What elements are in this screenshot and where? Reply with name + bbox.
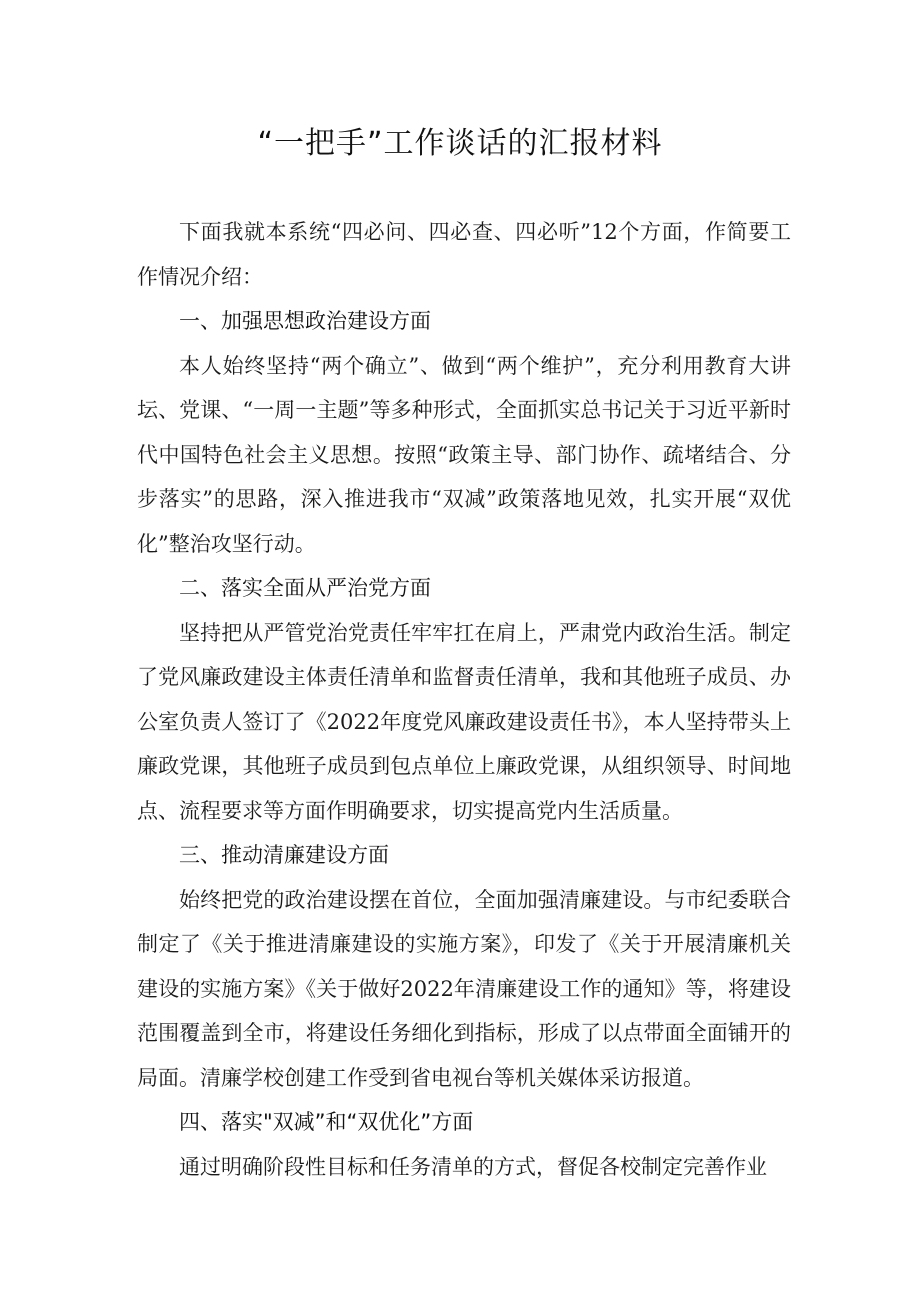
section-body-2: 坚持把从严管党治党责任牢牢扛在肩上，严肃党内政治生活。制定了党风廉政建设主体责任清单和监督责任清单，我和其他班子成员、办公室负责人签订了《2022年度党风廉政建设责任书》，本人坚持带头上廉政党课，其他班子成员到包点单位上廉政党课，从组织领导、时间地点、流程要求等方面作明确要求，切实提高党内生活质量。 [137, 620, 791, 823]
document-body [137, 210, 791, 1189]
section-heading-2: 二、落实全面从严治党方面 [179, 576, 431, 600]
section-body-1: 本人始终坚持“两个确立”、做到“两个维护”，充分利用教育大讲坛、党课、“一周一主题”等多种形式，全面抓实总书记关于习近平新时代中国特色社会主义思想。按照“政策主导、部门协作、疏堵结合、分步落实”的思路，深入推进我市“双减”政策落地见效，扎实开展“双优化”整治攻坚行动。 [137, 353, 791, 556]
section-heading-3: 三、推动清廉建设方面 [179, 843, 389, 867]
section-heading-1: 一、加强思想政治建设方面 [179, 309, 431, 333]
document-title: “一把手”工作谈话的汇报材料 [257, 126, 663, 161]
section-body-3: 始终把党的政治建设摆在首位，全面加强清廉建设。与市纪委联合制定了《关于推进清廉建设的实施方案》，印发了《关于开展清廉机关建设的实施方案》《关于做好2022年清廉建设工作的通知》等，将建设范围覆盖到全市，将建设任务细化到指标，形成了以点带面全面铺开的局面。清廉学校创建工作受到省电视台等机关媒体采访报道。 [137, 887, 791, 1090]
section-body-4: 通过明确阶段性目标和任务清单的方式，督促各校制定完善作业 [179, 1154, 767, 1179]
intro-paragraph: 下面我就本系统“四必问、四必查、四必听”12个方面，作简要工作情况介绍： [137, 220, 791, 289]
section-heading-4: 四、落实"双减”和“双优化”方面 [179, 1110, 474, 1134]
